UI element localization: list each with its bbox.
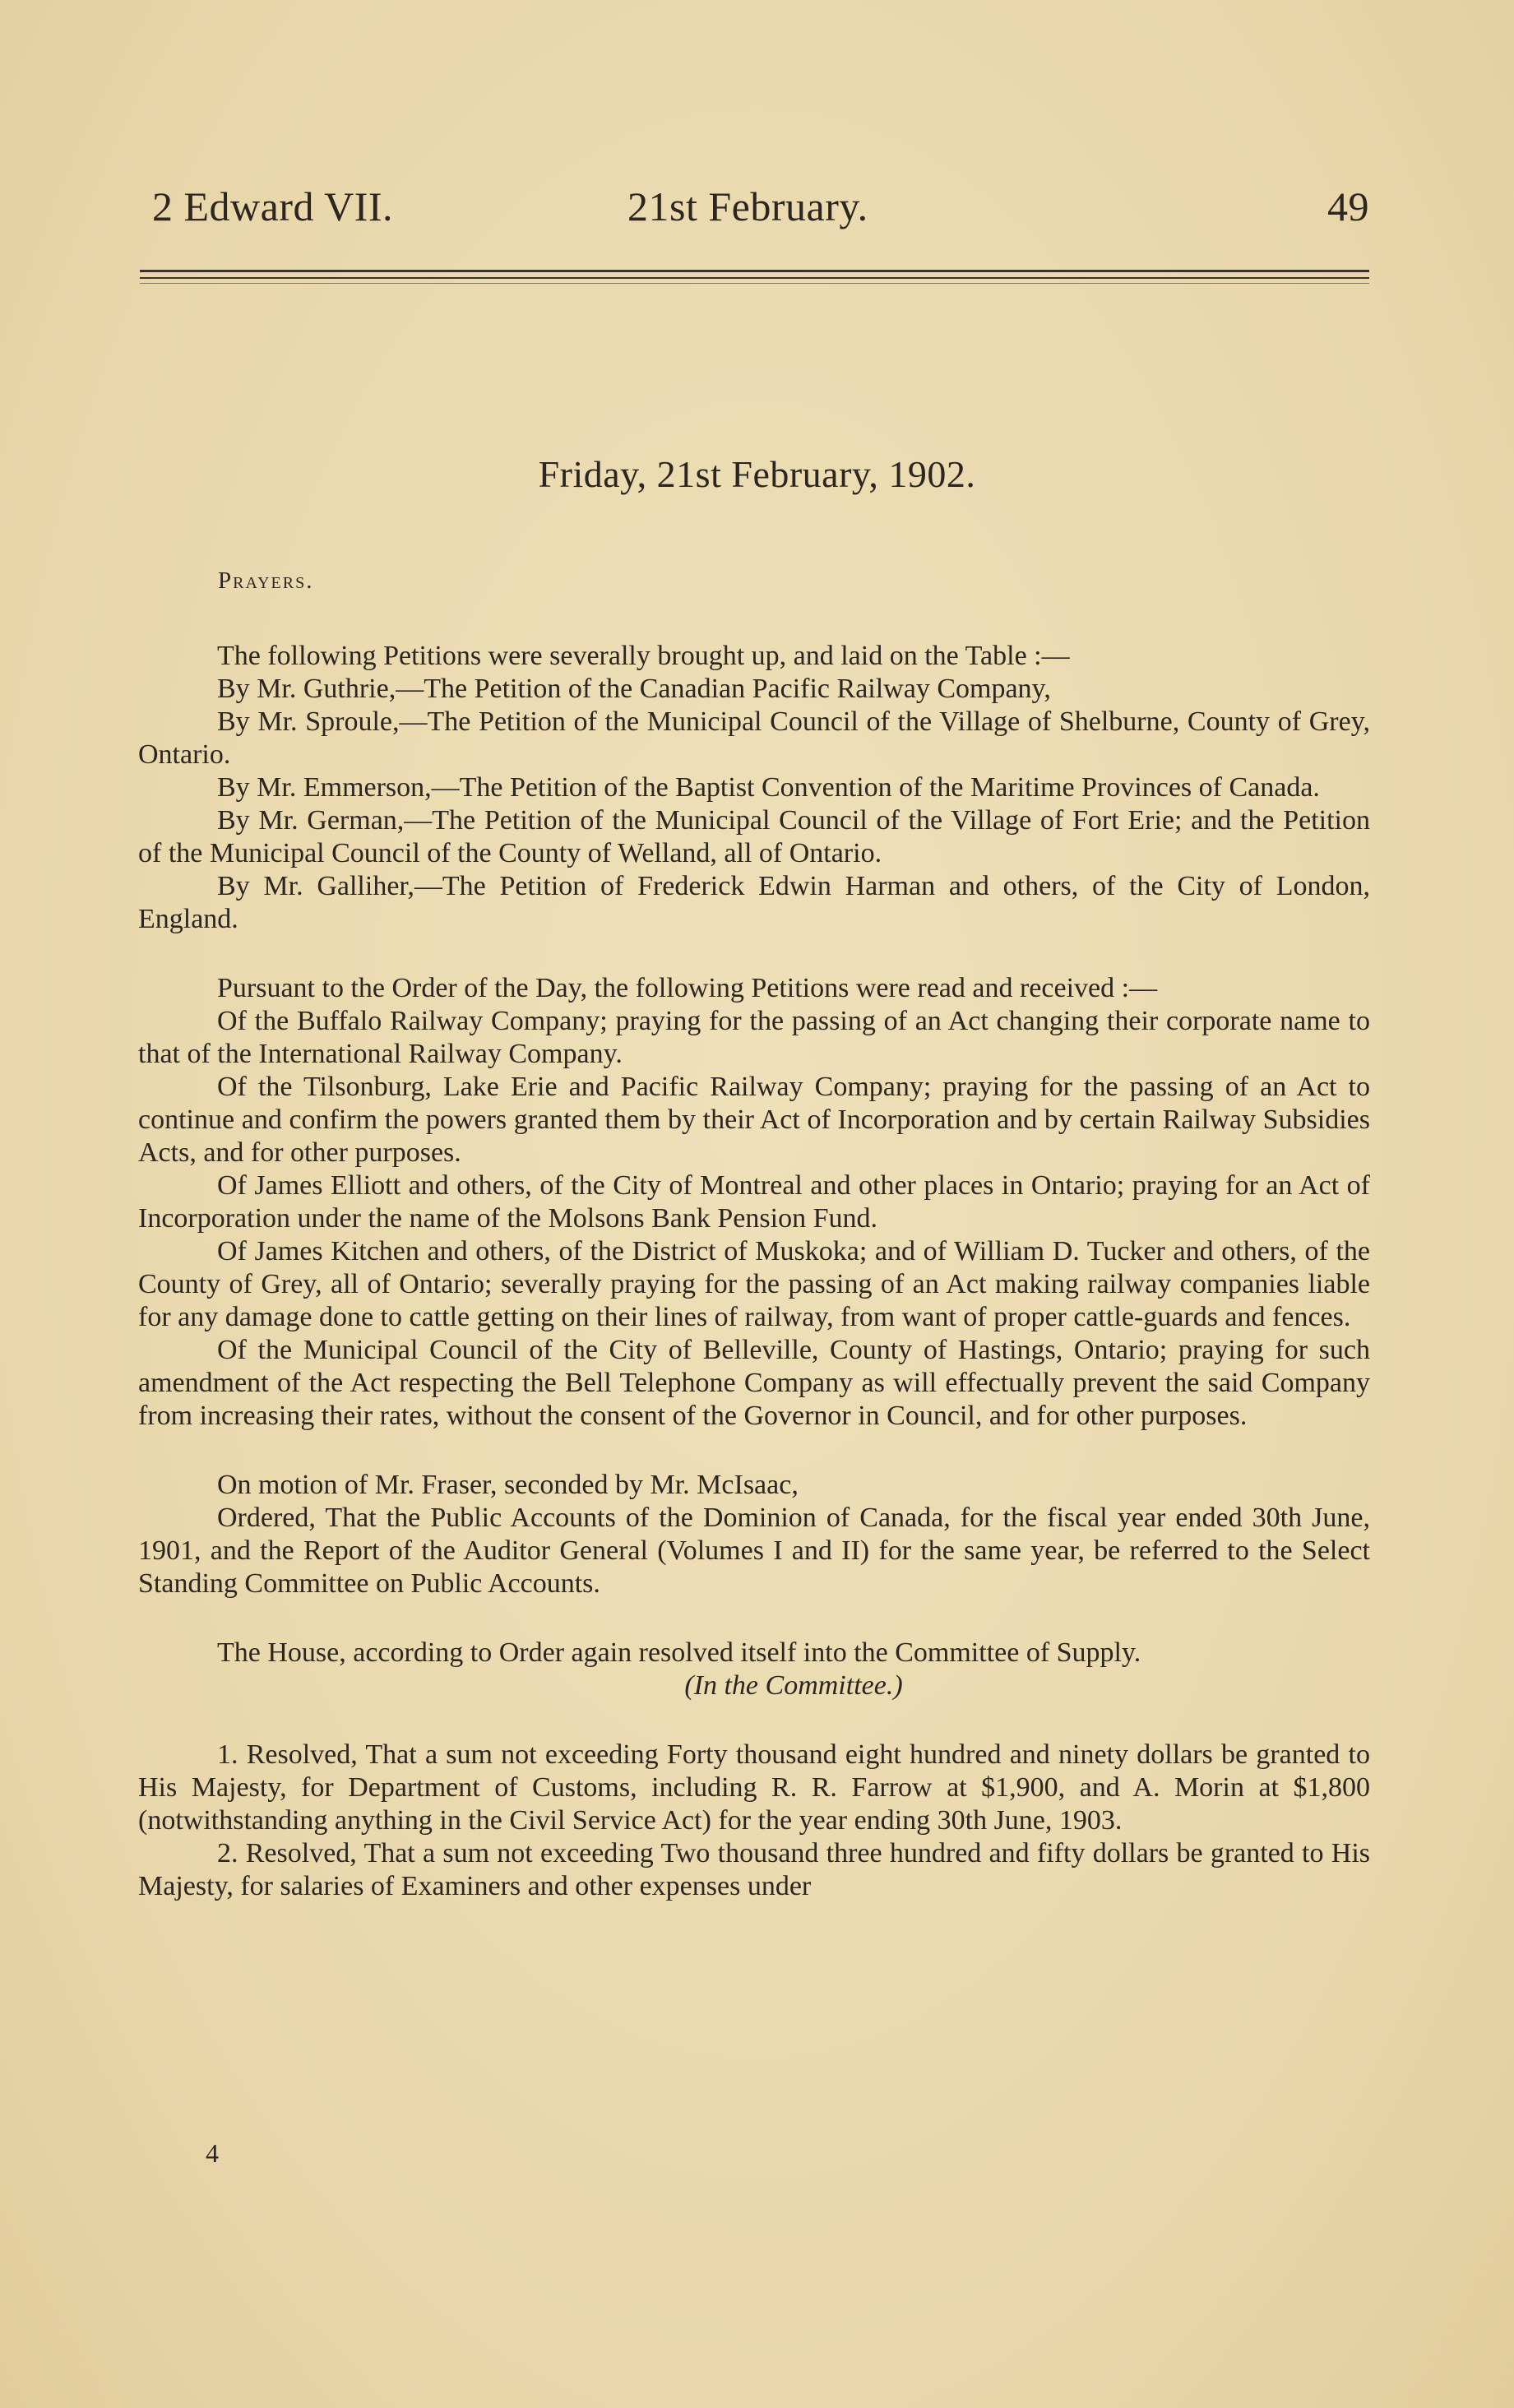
header-date: 21st February. bbox=[627, 183, 868, 229]
header-regnal-year: 2 Edward VII. bbox=[152, 183, 393, 229]
committee-heading: (In the Committee.) bbox=[684, 1670, 903, 1701]
header-rule-bottom bbox=[140, 283, 1369, 284]
resolution-1: 1. Resolved, That a sum not exceeding Forty thousand eight hundred and ninety dollars be granted to His Majesty, for Department of Customs, including R. R. Farrow at $1,900, and A. Morin at $1,800 (notwithstanding anything in the Civil Service Act) for the year ending 30th June, 1903. bbox=[138, 1739, 1370, 1836]
paragraph: Of the Municipal Council of the City of Belleville, County of Hastings, Ontario; praying for such amendment of the Act respecting the Bell Telephone Company as will effectually prevent the said Company from increasing their rates, without the consent of the Governor in Council, and for other purposes. bbox=[138, 1335, 1370, 1431]
paragraph: Pursuant to the Order of the Day, the following Petitions were read and received :— bbox=[217, 973, 1158, 1003]
page-title: Friday, 21st February, 1902. bbox=[538, 453, 976, 495]
signature-mark: 4 bbox=[206, 2138, 219, 2168]
header-rule-top bbox=[140, 270, 1369, 272]
paragraph: Of the Tilsonburg, Lake Erie and Pacific Railway Company; praying for the passing of an Act to continue and confirm the powers granted them by their Act of Incorporation and by certain Railway Subsidies Acts, and for other purposes. bbox=[138, 1072, 1370, 1168]
paragraph: The House, according to Order again resolved itself into the Committee of Supply. bbox=[217, 1637, 1141, 1668]
paragraph: By Mr. Sproule,—The Petition of the Municipal Council of the Village of Shelburne, County of Grey, Ontario. bbox=[138, 706, 1370, 770]
paragraph: The following Petitions were severally brought up, and laid on the Table :— bbox=[217, 641, 1070, 671]
running-header bbox=[152, 183, 1369, 240]
paragraph: On motion of Mr. Fraser, seconded by Mr. McIsaac, bbox=[217, 1470, 799, 1500]
paragraph: Of the Buffalo Railway Company; praying for the passing of an Act changing their corporate name to that of the International Railway Company. bbox=[138, 1006, 1370, 1069]
header-rule-middle bbox=[140, 277, 1369, 279]
paragraph: By Mr. Galliher,—The Petition of Frederick Edwin Harman and others, of the City of London, England. bbox=[138, 871, 1370, 934]
paragraph: By Mr. Guthrie,—The Petition of the Canadian Pacific Railway Company, bbox=[217, 674, 1051, 704]
paragraph: Ordered, That the Public Accounts of the Dominion of Canada, for the fiscal year ended 30th June, 1901, and the Report of the Auditor General (Volumes I and II) for the same year, be referred to the Select Standing Committee on Public Accounts. bbox=[138, 1503, 1370, 1599]
paragraph: Of James Elliott and others, of the City of Montreal and other places in Ontario; praying for an Act of Incorporation under the name of the Molsons Bank Pension Fund. bbox=[138, 1170, 1370, 1234]
prayers-heading: Prayers. bbox=[218, 567, 314, 594]
page-number: 49 bbox=[1327, 183, 1369, 229]
petitions-laid-section bbox=[138, 640, 1370, 1903]
paragraph: By Mr. German,—The Petition of the Municipal Council of the Village of Fort Erie; and the Petition of the Municipal Council of the County of Welland, all of Ontario. bbox=[138, 805, 1370, 868]
resolution-2: 2. Resolved, That a sum not exceeding Two thousand three hundred and fifty dollars be granted to His Majesty, for salaries of Examiners and other expenses under bbox=[138, 1838, 1370, 1901]
paragraph: By Mr. Emmerson,—The Petition of the Baptist Convention of the Maritime Provinces of Canada. bbox=[217, 772, 1320, 803]
paragraph: Of James Kitchen and others, of the District of Muskoka; and of William D. Tucker and others, of the County of Grey, all of Ontario; severally praying for the passing of an Act making railway companies liable for any damage done to cattle getting on their lines of railway, from want of proper cattle-guards and fences. bbox=[138, 1236, 1370, 1332]
